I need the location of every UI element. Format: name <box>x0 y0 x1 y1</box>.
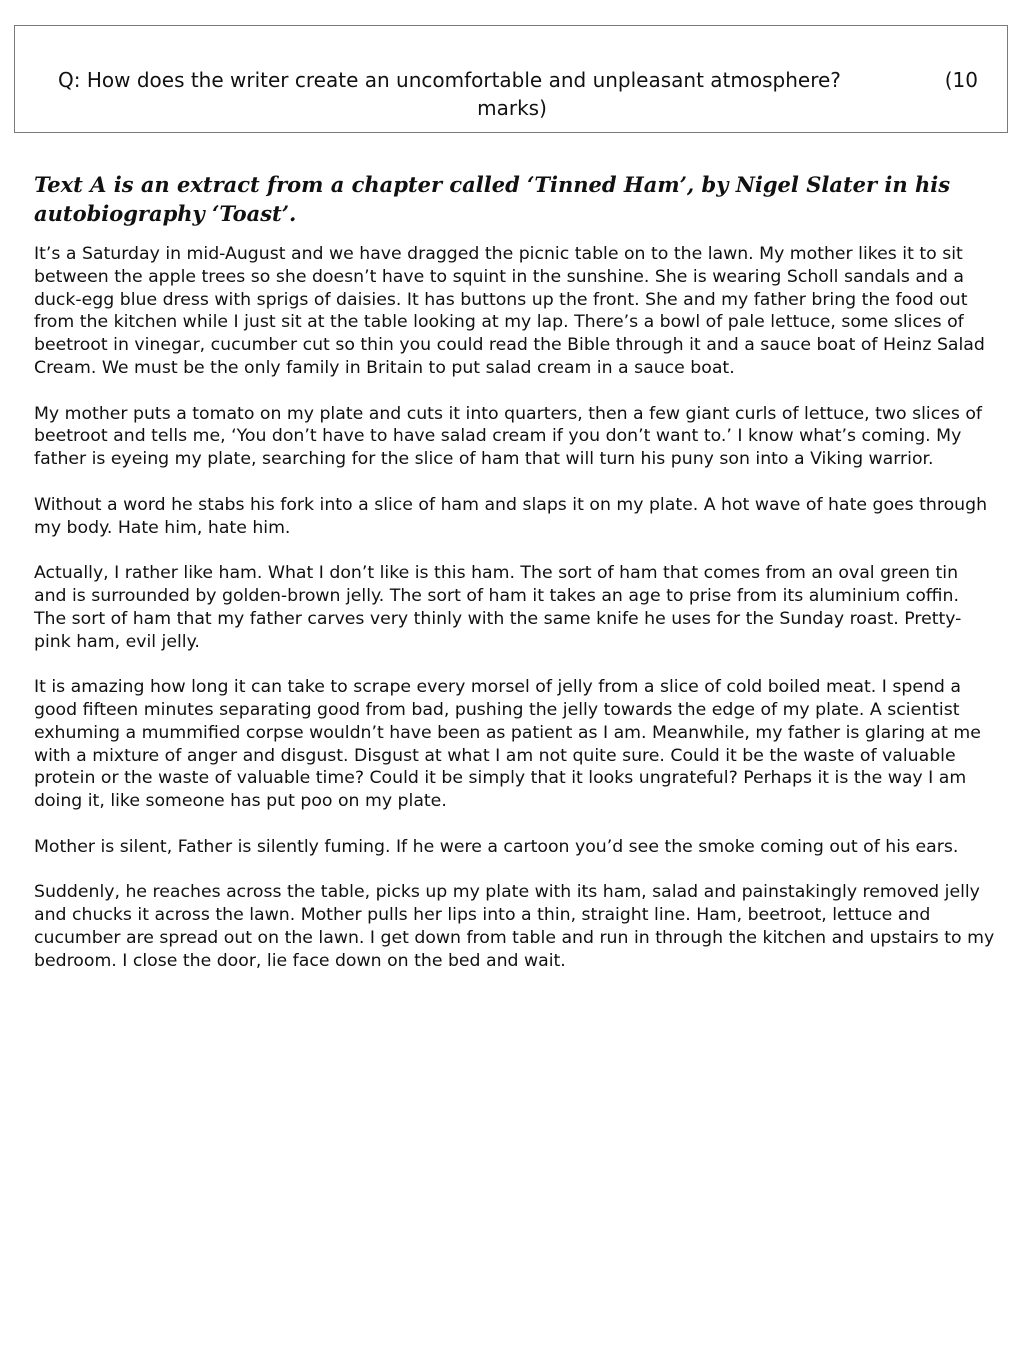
question-marks-close: marks) <box>477 96 547 120</box>
passage-paragraph: It is amazing how long it can take to scrape every morsel of jelly from a slice of cold boiled meat. I spend a good fifteen minutes separating good from bad, pushing the jelly towards the edge of my plate. A scientist exhuming a mummified corpse wouldn’t have been as patient as I am. Meanwhile, my father is glaring at me with a mixture of anger and disgust. Disgust at what I am not quite sure. Could it be the waste of valuable protein or the waste of valuable time? Could it be simply that it looks ungrateful? Perhaps it is the way I am doing it, like someone has put poo on my plate. <box>34 677 981 812</box>
passage-paragraph: Suddenly, he reaches across the table, picks up my plate with its ham, salad and painstakingly removed jelly and chucks it across the lawn. Mother pulls her lips into a thin, straight line. Ham, beetroot, lettuce and cucumber are spread out on the lawn. I get down from table and run in through the kitchen and upstairs to my bedroom. I close the door, lie face down on the bed and wait. <box>34 882 995 971</box>
passage-paragraph: It’s a Saturday in mid-August and we have dragged the picnic table on to the lawn. My mother likes it to sit between the apple trees so she doesn’t have to squint in the sunshine. She is wearing Scholl sandals and a duck-egg blue dress with sprigs of daisies. It has buttons up the front. She and my father bring the food out from the kitchen while I just sit at the table looking at my lap. There’s a bowl of pale lettuce, some slices of beetroot in vinegar, cucumber cut so thin you could read the Bible through it and a sauce boat of Heinz Salad Cream. We must be the only family in Britain to put salad cream in a sauce boat. <box>34 244 985 378</box>
passage-paragraph: Without a word he stabs his fork into a slice of ham and slaps it on my plate. A hot wave of hate goes through my body. Hate him, hate him. <box>34 494 988 538</box>
question-text: Q: How does the writer create an uncomfortable and unpleasant atmosphere? <box>58 68 841 92</box>
passage-paragraph: My mother puts a tomato on my plate and cuts it into quarters, then a few giant curls of lettuce, two slices of beetroot and tells me, ‘You don’t have to have salad cream if you don’t want to.’ I know what’s coming. My father is eyeing my plate, searching for the slice of ham that will turn his puny son into a Viking warrior. <box>34 403 982 470</box>
question-marks-open: (10 <box>944 68 978 92</box>
text-introduction: Text A is an extract from a chapter called ‘Tinned Ham’, by Nigel Slater in his autobiography ‘Toast’. <box>34 172 951 226</box>
question-box <box>14 25 1008 133</box>
passage-paragraph: Mother is silent, Father is silently fuming. If he were a cartoon you’d see the smoke coming out of his ears. <box>34 836 959 857</box>
passage-paragraph: Actually, I rather like ham. What I don’t like is this ham. The sort of ham that comes from an oval green tin and is surrounded by golden-brown jelly. The sort of ham it takes an age to prise from its aluminium coffin. The sort of ham that my father carves very thinly with the same knife he uses for the Sunday roast. Pretty-pink ham, evil jelly. <box>34 563 962 652</box>
extract-passage <box>34 243 996 995</box>
